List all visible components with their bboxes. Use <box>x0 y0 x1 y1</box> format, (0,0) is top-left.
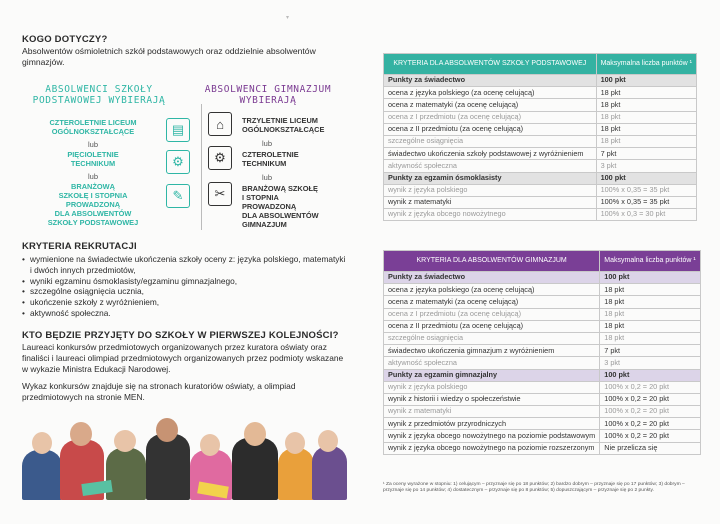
student-figure <box>106 448 146 500</box>
points-cell: 100 pkt <box>596 75 696 87</box>
points-cell: 18 pkt <box>600 284 700 296</box>
criteria-cell: ocena z II przedmiotu (za ocenę celującą) <box>384 320 600 332</box>
table-section-row <box>384 369 701 381</box>
criteria-cell: ocena z I przedmiotu (za ocenę celującą) <box>384 308 600 320</box>
criteria-section <box>22 241 347 319</box>
school-building-icon: ⌂ <box>208 112 232 136</box>
gim-heading-line1: ABSOLWENCI GIMNAZJUM <box>204 84 332 95</box>
points-cell: 100% x 0,35 = 35 pkt <box>596 184 696 196</box>
student-head <box>32 432 52 454</box>
criteria-cell: wynik z języka obcego nowożytnego <box>384 209 597 221</box>
criteria-cell: aktywność społeczna <box>384 160 597 172</box>
footnote: ¹ Za oceny wyrażone w stopniu: 1) celującym – przyznaje się po 18 punktów; 2) bardzo dobrym – przyznaje się po 17 punktów; 3) dobrym – przyznaje się po 14 punktów; 4) dostatecznym – przyznaje się po 8 punktów; 5) dopuszczającym – przyznaje się po 2 punkty. <box>383 482 685 494</box>
table-row <box>384 284 701 296</box>
points-cell: 18 pkt <box>600 296 700 308</box>
table-section-row <box>384 272 701 284</box>
points-cell: 100% x 0,2 = 20 pkt <box>600 381 700 393</box>
student-head <box>244 422 266 446</box>
sp-heading-line1: ABSOLWENCI SZKOŁY <box>45 84 153 95</box>
points-cell: 100% x 0,2 = 20 pkt <box>600 430 700 442</box>
priority-section <box>22 330 347 403</box>
sp-or-2: lub <box>88 172 99 181</box>
list-item: • aktywność społeczna. <box>22 308 347 319</box>
divider-line <box>201 104 202 230</box>
points-cell: 18 pkt <box>596 99 696 111</box>
table-row <box>384 393 701 405</box>
priority-text-2: Wykaz konkursów znajduje się na stronach kuratoriów oświaty, a olimpiad przedmiotowych na stronie MEN. <box>22 381 296 402</box>
student-figure <box>312 446 347 500</box>
points-cell: 18 pkt <box>600 308 700 320</box>
table-row <box>384 345 701 357</box>
student-figure <box>22 450 62 500</box>
criteria-cell: Punkty za świadectwo <box>384 272 600 284</box>
table-row <box>384 442 701 454</box>
points-cell: Nie przelicza się <box>600 442 700 454</box>
criteria-cell: wynik z matematyki <box>384 196 597 208</box>
wrench-icon: ✎ <box>166 184 190 208</box>
table-row <box>384 296 701 308</box>
criteria-cell: ocena z matematyki (za ocenę celującą) <box>384 99 597 111</box>
criteria-cell: ocena z języka polskiego (za ocenę celującą) <box>384 87 597 99</box>
criteria-cell: wynik z języka polskiego <box>384 381 600 393</box>
criteria-cell: Punkty za egzamin ósmoklasisty <box>384 172 597 184</box>
points-cell: 18 pkt <box>596 111 696 123</box>
points-cell: 3 pkt <box>596 160 696 172</box>
student-head <box>156 418 178 442</box>
sp-option-technikum: PIĘCIOLETNIE TECHNIKUM <box>67 150 119 168</box>
points-cell: 18 pkt <box>596 123 696 135</box>
table-row <box>384 111 697 123</box>
sp-option-branzowa: BRANŻOWĄ SZKOŁĘ I STOPNIA PROWADZONĄ DLA ABSOLWENTÓW SZKOŁY PODSTAWOWEJ <box>47 182 139 227</box>
sp-or-1: lub <box>88 140 99 149</box>
criteria-title: KRYTERIA REKRUTACJI <box>22 241 137 252</box>
student-head <box>114 430 136 452</box>
priority-text: Laureaci konkursów przedmiotowych organizowanych przez kuratora oświaty oraz finaliści i laureaci olimpiad przedmiotowych organizowanych przez podmioty wskazane w wykazie Ministra Edukacji Narodowej. <box>22 342 344 374</box>
points-cell: 100% x 0,3 = 30 pkt <box>596 209 696 221</box>
criteria-list <box>22 254 347 319</box>
table-gymnasium <box>383 250 701 455</box>
student-head <box>200 434 220 456</box>
table-row <box>384 430 701 442</box>
table-row <box>384 99 697 111</box>
student-figure <box>278 448 314 500</box>
table-section-row <box>384 172 697 184</box>
priority-title: KTO BĘDZIE PRZYJĘTY DO SZKOŁY W PIERWSZEJ KOLEJNOŚCI? <box>22 330 339 341</box>
table-section-row <box>384 75 697 87</box>
table-row <box>384 87 697 99</box>
table-row <box>384 381 701 393</box>
page-marker: ▾ <box>286 15 290 21</box>
cog-icon: ⚙ <box>208 146 232 170</box>
student-head <box>70 422 92 446</box>
points-cell: 100% x 0,2 = 20 pkt <box>600 418 700 430</box>
criteria-cell: ocena z matematyki (za ocenę celującą) <box>384 296 600 308</box>
points-cell: 18 pkt <box>600 320 700 332</box>
students-photo <box>22 418 347 500</box>
criteria-cell: wynik z języka obcego nowożytnego na poziomie rozszerzonym <box>384 442 600 454</box>
gim-option-liceum: TRZYLETNIE LICEUM OGÓLNOKSZTAŁCĄCE <box>242 116 325 134</box>
criteria-cell: wynik z przedmiotów przyrodniczych <box>384 418 600 430</box>
points-cell: 100 pkt <box>600 369 700 381</box>
list-item: • wymienione na świadectwie ukończenia szkoły oceny z: języka polskiego, matematyki i dwóch innych przedmiotów, <box>22 254 347 276</box>
points-cell: 18 pkt <box>596 135 696 147</box>
sp-heading <box>24 84 174 106</box>
sp-heading-line2: PODSTAWOWEJ WYBIERAJĄ <box>32 95 166 106</box>
table-row <box>384 135 697 147</box>
criteria-cell: ocena z I przedmiotu (za ocenę celującą) <box>384 111 597 123</box>
table-row <box>384 357 701 369</box>
criteria-cell: Punkty za egzamin gimnazjalny <box>384 369 600 381</box>
points-cell: 7 pkt <box>596 148 696 160</box>
table-row <box>384 418 701 430</box>
criteria-cell: szczególne osiągnięcia <box>384 332 600 344</box>
table-header-criteria: KRYTERIA DLA ABSOLWENTÓW GIMNAZJUM <box>384 251 600 272</box>
table-row <box>384 209 697 221</box>
criteria-cell: wynik z języka polskiego <box>384 184 597 196</box>
table-row <box>384 148 697 160</box>
left-column <box>22 34 347 68</box>
table-header-max: Maksymalna liczba punktów ¹ <box>600 251 700 272</box>
table-header-row <box>384 251 701 272</box>
table-row <box>384 406 701 418</box>
table-row <box>384 320 701 332</box>
gim-or-2: lub <box>262 173 273 182</box>
list-item: • ukończenie szkoły z wyróżnieniem, <box>22 297 347 308</box>
table-row <box>384 160 697 172</box>
criteria-cell: świadectwo ukończenia szkoły podstawowej z wyróżnieniem <box>384 148 597 160</box>
table-row <box>384 196 697 208</box>
table-row <box>384 332 701 344</box>
criteria-cell: wynik z matematyki <box>384 406 600 418</box>
sp-option-liceum: CZTEROLETNIE LICEUM OGÓLNOKSZTAŁCĄCE <box>49 118 137 136</box>
criteria-cell: szczególne osiągnięcia <box>384 135 597 147</box>
criteria-cell: ocena z II przedmiotu (za ocenę celującą) <box>384 123 597 135</box>
points-cell: 100 pkt <box>596 172 696 184</box>
student-figure <box>232 438 278 500</box>
criteria-cell: świadectwo ukończenia gimnazjum z wyróżnieniem <box>384 345 600 357</box>
student-head <box>318 430 338 452</box>
student-head <box>285 432 305 454</box>
criteria-cell: wynik z historii i wiedzy o społeczeństwie <box>384 393 600 405</box>
table-header-max: Maksymalna liczba punktów ¹ <box>596 54 696 75</box>
criteria-cell: aktywność społeczna <box>384 357 600 369</box>
points-cell: 100% x 0,2 = 20 pkt <box>600 406 700 418</box>
criteria-cell: ocena z języka polskiego (za ocenę celującą) <box>384 284 600 296</box>
list-item: • wyniki egzaminu ósmoklasisty/egzaminu gimnazjalnego, <box>22 276 347 287</box>
book-icon: ▤ <box>166 118 190 142</box>
tools-icon: ✂ <box>208 182 232 206</box>
points-cell: 18 pkt <box>600 332 700 344</box>
criteria-cell: wynik z języka obcego nowożytnego na poziomie podstawowym <box>384 430 600 442</box>
table-row <box>384 184 697 196</box>
gim-option-technikum: CZTEROLETNIE TECHNIKUM <box>242 150 299 168</box>
section-who-title: KOGO DOTYCZY? <box>22 34 108 45</box>
student-figure <box>146 434 190 500</box>
gear-icon: ⚙ <box>166 150 190 174</box>
points-cell: 100% x 0,35 = 35 pkt <box>596 196 696 208</box>
criteria-cell: Punkty za świadectwo <box>384 75 597 87</box>
table-header-row <box>384 54 697 75</box>
points-cell: 100 pkt <box>600 272 700 284</box>
gim-or-1: lub <box>262 139 273 148</box>
points-cell: 7 pkt <box>600 345 700 357</box>
list-item: • szczególne osiągnięcia ucznia, <box>22 286 347 297</box>
points-cell: 100% x 0,2 = 20 pkt <box>600 393 700 405</box>
gim-heading <box>188 84 348 106</box>
table-row <box>384 308 701 320</box>
points-cell: 3 pkt <box>600 357 700 369</box>
table-header-criteria: KRYTERIA DLA ABSOLWENTÓW SZKOŁY PODSTAWOWEJ <box>384 54 597 75</box>
gim-option-branzowa: BRANŻOWĄ SZKOŁĘ I STOPNIA PROWADZONĄ DLA ABSOLWENTÓW GIMNAZJUM <box>242 184 319 229</box>
gim-heading-line2: WYBIERAJĄ <box>239 95 297 106</box>
section-who-text: Absolwentów ośmioletnich szkół podstawowych oraz oddzielnie absolwentów gimnazjów. <box>22 46 316 67</box>
table-row <box>384 123 697 135</box>
table-primary-school <box>383 53 697 221</box>
points-cell: 18 pkt <box>596 87 696 99</box>
